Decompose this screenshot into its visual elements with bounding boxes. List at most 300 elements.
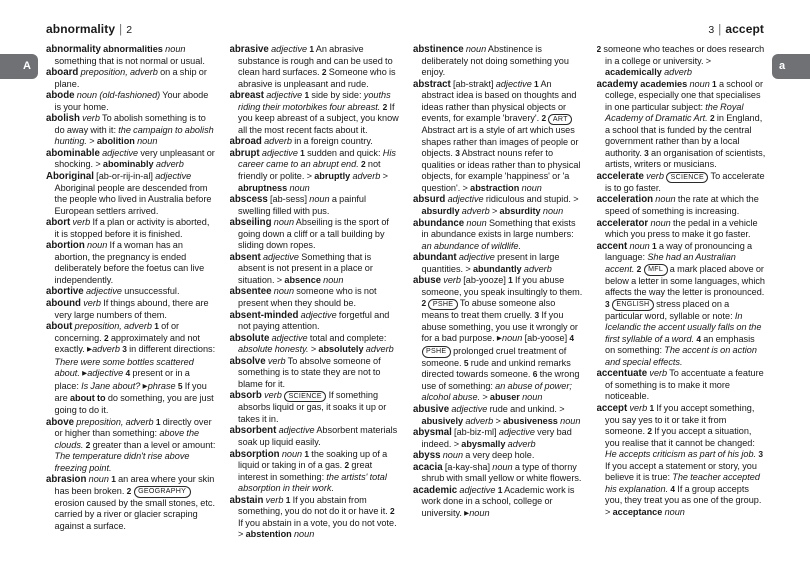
derivative-marker <box>465 264 470 274</box>
dictionary-entry <box>597 194 767 217</box>
thumb-tab-right-letter: a <box>779 60 786 72</box>
dictionary-entry <box>46 90 216 113</box>
definition-text: Something that is absent is not present in a place or situation. <box>238 251 373 285</box>
headword: abuse <box>413 275 441 287</box>
sense-text: someone who teaches or does research in a college or university. <box>601 44 765 66</box>
part-of-speech: noun <box>323 274 344 285</box>
dictionary-entry <box>230 90 400 136</box>
derivative-word: abominably <box>102 159 154 170</box>
part-of-speech: adverb <box>92 344 120 355</box>
derivative-word: abolition <box>96 136 135 147</box>
subject-tag: ENGLISH <box>612 299 654 310</box>
definition-text: the rate at which the speed of something is increasing. <box>605 194 759 217</box>
derivative-word: abuser <box>489 392 520 403</box>
definition-text: a very deep hole. <box>463 450 535 461</box>
part-of-speech: preposition, adverb <box>76 416 154 427</box>
example-sentence: the artists' total absorption in their work. <box>238 471 387 494</box>
example-sentence: The teacher accepted his explanation. <box>605 472 760 494</box>
running-head-right-page-number: 3 <box>708 24 715 36</box>
subject-tag: MFL <box>644 264 668 275</box>
part-of-speech: adjective <box>155 171 192 182</box>
definition-text: Abseiling is the sport of going down a cliff or a tall building by sliding down ropes. <box>238 217 389 251</box>
dictionary-entry <box>46 113 216 148</box>
headword: absorbent <box>229 425 277 437</box>
part-of-speech: adjective <box>87 368 124 379</box>
example-sentence: He accepts criticism as part of his job. <box>605 449 757 460</box>
sense-number: 4 <box>696 333 701 344</box>
part-of-speech: adjective <box>261 147 298 158</box>
dictionary-entry <box>413 194 583 217</box>
dictionary-entry <box>46 217 216 240</box>
part-of-speech: verb <box>83 298 101 309</box>
derivative-word: abstraction <box>470 182 520 193</box>
part-of-speech: adjective <box>495 78 532 89</box>
headword: abundant <box>413 252 457 264</box>
headword: absentee <box>229 286 272 298</box>
definition-text: total and complete: <box>307 332 387 343</box>
part-of-speech: noun <box>629 240 650 251</box>
headword: abstract <box>413 78 451 90</box>
headword: abolish <box>46 113 80 125</box>
dictionary-entry <box>413 462 583 485</box>
sense-number: 2 <box>636 263 642 274</box>
part-of-speech: adverb <box>461 206 490 217</box>
usage-label: (old-fashioned) <box>99 90 161 101</box>
example-sentence: absolute honesty. <box>238 344 309 355</box>
dictionary-entry <box>413 252 583 275</box>
sense-text: directly over or higher than something: <box>54 416 212 439</box>
sense-number: 1 <box>649 403 655 414</box>
example-sentence: Is Jane about? <box>81 380 141 391</box>
sense-text: the wrong use of something: <box>421 369 580 391</box>
running-head-left-separator: | <box>119 24 123 36</box>
sense-number: 3 <box>644 147 649 158</box>
part-of-speech: adjective <box>85 286 122 297</box>
running-head-left-word: abnormality <box>46 22 116 36</box>
headword: acacia <box>413 461 443 473</box>
pos-shift-arrow <box>497 333 502 343</box>
part-of-speech: noun <box>650 217 671 228</box>
sense-text: Someone who is abrasive is unpleasant and rude. <box>238 67 396 89</box>
headword: absorb <box>229 390 262 402</box>
sense-number: 1 <box>304 90 310 101</box>
part-of-speech: noun <box>87 240 108 251</box>
sense-text: great interest in something: <box>238 460 373 482</box>
dictionary-entry <box>46 67 216 90</box>
headword: abseiling <box>229 217 272 229</box>
part-of-speech: adjective <box>278 425 315 436</box>
headword: aboard <box>46 67 79 79</box>
headword: absolve <box>229 355 266 367</box>
part-of-speech: noun <box>76 90 98 101</box>
headword: about <box>46 321 73 333</box>
dictionary-entry <box>413 404 583 427</box>
example-sentence: She had an Australian accent. <box>605 252 736 274</box>
headword: accelerator <box>596 217 649 229</box>
sense-text: An abstract idea is based on thoughts and ideas rather than physical objects or events, for example 'bravery'. <box>421 78 577 124</box>
sense-number: 2 <box>541 113 547 124</box>
derivative-marker <box>559 404 564 414</box>
part-of-speech: noun <box>465 44 487 54</box>
definition-text: If something absorbs liquid or gas, it soaks it up or takes it in. <box>238 390 387 424</box>
sense-number: 2 <box>421 298 427 309</box>
definition-text: If a plan or activity is aborted, it is stopped before it is finished. <box>54 217 210 239</box>
sense-number: 3 <box>534 310 540 321</box>
dictionary-column-2 <box>230 44 400 560</box>
sense-number: 4 <box>125 368 131 379</box>
derivative-marker <box>492 206 497 216</box>
part-of-speech: noun <box>442 450 464 461</box>
sense-text: If you accept a situation, you realise that it cannot be changed: <box>605 426 755 448</box>
example-sentence: an abuse of power; alcohol abuse. <box>421 380 572 403</box>
dictionary-entry <box>46 148 216 171</box>
part-of-speech: adverb <box>155 159 184 170</box>
derivative-word: absurdly <box>421 206 460 217</box>
part-of-speech: adverb <box>264 136 292 147</box>
sense-text: do something, you are just going to do it. <box>54 393 214 415</box>
dictionary-column-3 <box>413 44 583 560</box>
part-of-speech: adverb <box>352 171 381 182</box>
example-sentence: above the clouds. <box>54 428 200 450</box>
part-of-speech: noun <box>469 507 490 518</box>
headword: abortion <box>46 240 85 252</box>
derivative-marker <box>496 416 501 426</box>
example-sentence: There were some bottles scattered about. <box>54 356 194 379</box>
sense-number: 6 <box>532 369 538 380</box>
dictionary-entry <box>230 217 400 252</box>
headword: abyss <box>413 450 441 462</box>
pronunciation: [ab-strakt] <box>452 78 494 89</box>
headword: abysmal <box>413 427 452 439</box>
pos-shift-arrow <box>143 381 148 391</box>
headword: abode <box>46 90 75 102</box>
pronunciation: [ab-sess] <box>270 194 308 205</box>
dictionary-entry <box>597 79 767 171</box>
part-of-speech: verb <box>629 403 648 414</box>
running-head-left <box>46 22 132 36</box>
part-of-speech: noun <box>281 448 303 459</box>
sense-number: 1 <box>285 494 291 505</box>
definition-text: a type of thorny shrub with small yellow or white flowers. <box>421 461 582 484</box>
sense-text: If you accept a statement or story, you believe it is true: <box>605 460 757 483</box>
running-head-right-separator: | <box>718 24 722 36</box>
headword: absurd <box>413 194 446 206</box>
sense-text: an organisation of scientists, artists, writers or musicians. <box>605 147 766 170</box>
sense-text: If you abstain in a vote, you do not vote. <box>238 517 397 528</box>
example-sentence: the campaign to abolish hunting. <box>54 124 214 147</box>
dictionary-entry <box>413 275 583 404</box>
sense-text: present or in a place: <box>54 368 190 391</box>
dictionary-entry <box>413 79 583 195</box>
part-of-speech: adjective <box>102 147 139 158</box>
derivative-marker <box>706 56 711 66</box>
part-of-speech: adjective <box>266 90 303 101</box>
definition-text: a painful swelling filled with pus. <box>238 194 367 216</box>
headword: abominable <box>46 147 100 159</box>
derivative-marker <box>463 183 468 193</box>
dictionary-entry <box>230 449 400 495</box>
dictionary-entry <box>46 417 216 475</box>
dictionary-entry <box>230 286 400 309</box>
part-of-speech: noun <box>293 529 315 540</box>
part-of-speech: adjective <box>271 44 308 54</box>
definition-text: present in large quantities. <box>421 252 560 274</box>
part-of-speech: verb <box>72 217 91 228</box>
headword: accelerate <box>596 171 644 183</box>
sense-text: An abrasive substance is rough and can be used to clean hard surfaces. <box>238 44 393 78</box>
sense-number: 2 <box>709 113 715 124</box>
sense-number: 1 <box>309 44 315 54</box>
dictionary-entry <box>230 194 400 217</box>
sense-number: 3 <box>455 148 460 159</box>
sense-number: 5 <box>177 380 183 391</box>
definition-text: something that is not normal or usual. <box>54 55 205 66</box>
headword: academy <box>596 78 638 90</box>
sense-text: an emphasis on something: <box>605 333 755 356</box>
definition-text: Aboriginal people are descended from the people who lived in Australia before European settlers arrived. <box>54 182 212 216</box>
sense-number: 1 <box>497 484 503 495</box>
sense-number: 1 <box>304 448 310 459</box>
sense-number: 2 <box>382 101 388 112</box>
sense-number: 2 <box>596 44 602 54</box>
pronunciation: [ab-biz-ml] <box>454 427 497 438</box>
sense-number: 1 <box>712 78 717 89</box>
definition-text: To abolish something is to do away with it: <box>54 113 206 135</box>
derivative-word: abruptly <box>314 171 351 182</box>
pos-shift-arrow <box>464 508 469 518</box>
running-head-right <box>708 22 764 36</box>
dictionary-entry <box>230 333 400 356</box>
part-of-speech: verb <box>649 368 668 379</box>
sense-text: the soaking up of a liquid or taking in of a gas. <box>238 448 388 471</box>
derivative-word: abusively <box>421 415 464 426</box>
example-sentence: youths riding their motorbikes four abreast. <box>238 90 391 112</box>
part-of-speech: noun <box>289 182 310 193</box>
derivative-marker <box>383 171 388 181</box>
sense-text: a mark placed above or below a letter in some languages, which affects the way the letter is pronounced. <box>605 263 766 298</box>
definition-text: Your abode is your home. <box>54 90 209 112</box>
derivative-word: acceptance <box>612 506 663 517</box>
thumb-tab-right[interactable] <box>772 54 810 79</box>
part-of-speech: adjective <box>271 332 308 343</box>
derivative-word: absurdity <box>499 206 541 217</box>
part-of-speech: noun <box>466 217 487 228</box>
part-of-speech: preposition, adverb <box>80 67 158 78</box>
part-of-speech: noun <box>309 194 330 205</box>
part-of-speech: noun <box>521 182 542 193</box>
derivative-marker <box>605 507 610 517</box>
sense-number: 2 <box>126 485 132 496</box>
sense-text: Abstract nouns refer to qualities or ideas rather than to physical objects, for example 'happiness' or 'a question'. <box>421 148 581 193</box>
sense-text: a school or college, especially one that specialises in one particular subject: <box>605 78 763 112</box>
definition-text: very bad indeed. <box>421 427 572 449</box>
sense-number: 1 <box>300 147 305 158</box>
part-of-speech: adjective <box>447 194 484 205</box>
sense-number: 2 <box>321 67 327 78</box>
dictionary-entry <box>413 44 583 79</box>
pos-shift-arrow <box>87 344 92 354</box>
dictionary-entry <box>230 390 400 425</box>
definition-text: someone who is not present when they should be. <box>238 286 377 309</box>
subject-tag: PSHE <box>422 346 451 357</box>
derivative-word: abundantly <box>472 263 522 274</box>
part-of-speech: noun <box>542 206 564 217</box>
sense-text: an area where your skin has been broken. <box>54 474 215 496</box>
dictionary-entry <box>413 485 583 521</box>
headword: abroad <box>229 136 262 148</box>
pronunciation: [ab-or-rij-in-al] <box>96 171 153 182</box>
part-of-speech: preposition, adverb <box>74 321 152 332</box>
definition-text: Abstinence is deliberately not doing something you enjoy. <box>421 44 569 78</box>
sense-number: 1 <box>154 321 159 332</box>
derivative-marker <box>95 159 100 169</box>
sense-text: erosion caused by the small stones, etc. carried by a river or glacier scraping against a surface. <box>54 497 216 531</box>
dictionary-entry <box>230 356 400 391</box>
definition-text: If things abound, there are very large numbers of them. <box>54 298 209 320</box>
dictionary-entry <box>413 427 583 450</box>
part-of-speech: noun <box>273 286 295 297</box>
derivative-word: absolutely <box>318 344 364 355</box>
definition-text: To accelerate is to go faster. <box>605 171 765 193</box>
part-of-speech: verb <box>443 275 462 286</box>
sense-number: 2 <box>390 506 395 517</box>
headword: abortive <box>46 286 84 298</box>
headword: abstain <box>229 494 264 506</box>
definition-text: Something that exists in abundance exists in large numbers: <box>421 217 576 240</box>
headword: absent <box>229 251 261 263</box>
part-of-speech: adjective <box>262 251 299 262</box>
dictionary-entry <box>230 425 400 448</box>
example-sentence: In Icelandic the accent usually falls on the first syllable of a word. <box>605 310 762 344</box>
dictionary-entry <box>46 474 216 532</box>
derivative-marker <box>454 439 459 449</box>
dictionary-entry <box>597 368 767 403</box>
sense-text: To abuse someone also means to treat them cruelly. <box>421 298 556 321</box>
inflected-form: abnormalities <box>103 44 163 54</box>
sense-text: Academic work is work done in a school, college or university. <box>421 484 575 518</box>
headword: abreast <box>229 90 264 102</box>
part-of-speech: verb <box>646 171 664 182</box>
sense-number: 2 <box>85 439 91 450</box>
part-of-speech: adjective <box>498 427 535 438</box>
sense-number: 1 <box>652 240 657 251</box>
definition-text: rude and unkind. <box>487 404 557 415</box>
subject-tag: SCIENCE <box>284 391 326 402</box>
definition-text: on a ship or plane. <box>54 67 207 89</box>
dictionary-column-1 <box>46 44 216 560</box>
thumb-tab-left[interactable] <box>0 54 38 79</box>
sense-number: 4 <box>670 483 676 494</box>
derivative-word: abruptness <box>238 182 288 193</box>
headword: Aboriginal <box>46 171 94 183</box>
sense-text: If you keep abreast of a subject, you know all the most recent facts about it. <box>238 101 399 135</box>
running-head-left-page-number: 2 <box>126 24 133 36</box>
definition-text: unsuccessful. <box>121 286 180 297</box>
sense-text: If you abstain from something, you do not do it or have it. <box>238 494 388 517</box>
sense-text: not friendly or polite. <box>238 159 381 182</box>
sense-text: sudden and quick: <box>304 147 383 158</box>
part-of-speech: noun <box>522 392 543 403</box>
part-of-speech: noun <box>502 333 523 344</box>
subject-tag: GEOGRAPHY <box>134 486 191 497</box>
definition-text: To accentuate a feature of something is to make it more noticeable. <box>605 368 764 402</box>
part-of-speech: noun <box>273 217 295 228</box>
definition-text: Absorbent materials soak up liquid easily. <box>238 425 398 447</box>
sense-text: in different directions: <box>126 344 216 355</box>
dictionary-column-4 <box>597 44 767 560</box>
sense-number: 2 <box>103 332 109 343</box>
headword: abrasive <box>229 44 269 55</box>
example-sentence: The accent is on action and special effects. <box>605 345 757 367</box>
part-of-speech: adverb <box>465 415 494 426</box>
dictionary-entry <box>597 171 767 194</box>
derivative-marker <box>573 194 578 204</box>
definition-text: very unpleasant or shocking. <box>54 147 215 170</box>
running-head-right-word: accept <box>725 22 764 36</box>
dictionary-entry <box>46 171 216 217</box>
sense-text: prolonged cruel treatment of someone. <box>421 345 567 368</box>
part-of-speech: noun <box>655 194 676 205</box>
dictionary-entry <box>46 240 216 286</box>
sense-number: 3 <box>758 449 763 460</box>
dictionary-entry <box>597 218 767 241</box>
dictionary-columns <box>46 44 766 560</box>
sense-number: 1 <box>508 275 513 286</box>
example-sentence: The temperature didn't rise above freezing point. <box>54 451 190 473</box>
dictionary-entry <box>230 44 400 90</box>
part-of-speech: adjective <box>459 484 496 495</box>
derivative-marker <box>89 136 94 146</box>
pos-shift-arrow <box>82 368 87 378</box>
definition-text: the pedal in a vehicle which you press to make it go faster. <box>605 217 758 240</box>
part-of-speech: noun <box>137 136 158 147</box>
headword: abundance <box>413 217 465 229</box>
dictionary-entry <box>46 44 216 67</box>
sense-number: 1 <box>111 474 116 485</box>
sense-number: 5 <box>463 357 469 368</box>
headword: above <box>46 416 74 428</box>
part-of-speech: noun <box>664 506 685 517</box>
headword: abusive <box>413 404 450 416</box>
part-of-speech: phrase <box>147 380 176 391</box>
derivative-marker <box>311 344 316 354</box>
headword: absorption <box>229 448 280 460</box>
derivative-word: abstention <box>245 529 292 540</box>
subject-tag: SCIENCE <box>666 172 708 183</box>
sense-text: If you are <box>54 380 207 404</box>
part-of-speech: adjective <box>458 252 495 263</box>
thumb-tab-left-letter: A <box>23 60 31 72</box>
part-of-speech: adverb <box>507 438 536 449</box>
sense-text: in England, a school that is funded by the central government rather than by a local authority. <box>605 113 763 158</box>
headword: academic <box>413 484 458 496</box>
dictionary-entry <box>230 136 400 148</box>
sense-text: If you accept something, you say yes to it or take it from someone. <box>605 403 755 437</box>
sense-text: Abstract art is a style of art which uses shapes rather than images of people or objects. <box>421 125 579 159</box>
headword: absent-minded <box>229 309 299 321</box>
definition-text: forgetful and not paying attention. <box>238 309 390 332</box>
headword: abrasion <box>46 474 87 486</box>
headword: accept <box>596 403 628 415</box>
example-sentence: His career came to an abrupt end. <box>238 147 396 170</box>
sense-text: side by side: <box>309 90 364 101</box>
phrase-form: about to <box>69 393 106 404</box>
example-sentence: the Royal Academy of Dramatic Art. <box>605 101 744 124</box>
headword: abound <box>46 298 81 310</box>
dictionary-entry <box>597 44 767 79</box>
dictionary-entry <box>413 218 583 253</box>
sense-number: 1 <box>534 78 539 89</box>
